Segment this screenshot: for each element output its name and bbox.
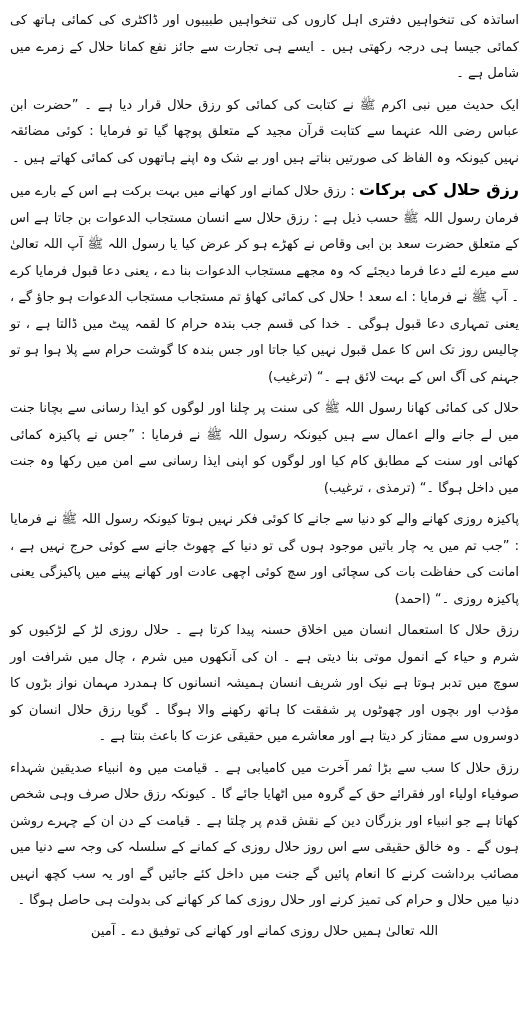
paragraph-income-types: اساتذہ کی تنخواہیں دفتری اہل کاروں کی تنخواہیں طبیبوں اور ڈاکٹری کی کمائی ہاتھ کی کمائی جیسا ہی درجہ رکھتی ہیں ۔ ایسے ہی تجارت سے جائز نفع کمانا حلال کے زمرے میں شامل ہے ۔ xyxy=(10,13,519,81)
paragraph-hereafter: رزق حلال کا سب سے بڑا ثمر آخرت میں کامیابی ہے ۔ قیامت میں وہ انبیاء صدیقین شہداء صوفیاء اولیاء اور فقرائے حق کے گروہ میں اٹھایا جائے گا ۔ کیونکہ رزق حلال صرف وہی شخص کھاتا ہے جو انبیاء اور بزرگان دین کے نقش قدم پر چلتا ہے ۔ قیامت کے دن ان کے چہرے روشن ہوں گے ۔ وہ خالق حقیقی سے اس روز حلال روزی کے کمانے کے سلسلہ کی وجہ سے دنیا میں مصائب برداشت کرنے کا انعام پائیں گے جنت میں داخل کئے جائیں گے اور یہ سب کچھ انہیں دنیا میں حلال و حرام کی تمیز کرنے اور حلال روزی کما کر کھانے کی بدولت ہی حاصل ہوگا ۔ xyxy=(10,760,519,908)
paragraph-morals: رزق حلال کا استعمال انسان میں اخلاق حسنہ پیدا کرتا ہے ۔ حلال روزی لڑ کے لڑکیوں کو شرم و حیاء کے انمول موتی بنا دیتی ہے ۔ ان کی آنکھوں میں شرم ، چال میں شرافت اور سوچ میں تدبر ہوتا ہے نیک اور شریف انسان ہمیشہ انسانوں کا ہمدرد مہمان نواز بڑوں کا مؤدب اور بچوں اور چھوٹوں پر شفقت کا ہاتھ رکھنے والا ہوگا ۔ گویا رزق حلال انسان کو دوسروں سے ممتاز کر دیتا ہے اور معاشرے میں حقیقی عزت کا باعث بنتا ہے ۔ xyxy=(10,623,519,744)
paragraph-sunnah: حلال کی کمائی کھانا رسول اللہ ﷺ کی سنت پر چلنا اور لوگوں کو ایذا رسانی سے بچانا جنت میں لے جانے والے اعمال سے ہیں کیونکہ رسول اللہ ﷺ نے فرمایا : ”جس نے پاکیزہ کمائی کھائی اور سنت کے مطابق کام کیا اور لوگوں کو اپنی ایذا رسانی سے امن میں رکھا وہ جنت میں داخل ہوگا ۔“ (ترمذی ، ترغیب) xyxy=(10,401,519,496)
blessings-continuation: مستجاب الدعوات ہو جاؤ گے ، یعنی تمہاری دعا قبول ہوگی ۔ خدا کی قسم جب بندہ حرام کا لقمہ پیٹ میں ڈالتا ہے ، تو چالیس روز تک اس کا عمل قبول نہیں کیا جاتا اور جس بندہ کا گوشت حرام سے پلا ہوا ہو تو جہنم کی آگ اس کے بہت لائق ہے ۔“ (ترغیب) xyxy=(10,290,519,385)
closing-prayer: اللہ تعالیٰ ہمیں حلال روزی کمانے اور کھانے کی توفیق دے ۔ آمین xyxy=(90,923,439,939)
section-heading-blessings: رزق حلال کی برکات xyxy=(358,180,520,199)
paragraph-hadith-writing: ایک حدیث میں نبی اکرم ﷺ نے کتابت کی کمائی کو رزق حلال قرار دیا ہے ۔ ”حضرت ابن عباس رضی اللہ عنہما سے کتابت قرآن مجید کے متعلق پوچھا گیا تو فرمایا : کوئی مضائقہ نہیں کیونکہ وہ الفاظ کی صورتیں بناتے ہیں اور بے شک وہ اپنے ہاتھوں کی کمائی کھاتے ہیں ۔ xyxy=(10,97,519,166)
paragraph-pure-sustenance: پاکیزہ روزی کھانے والے کو دنیا سے جانے کا کوئی فکر نہیں ہوتا کیونکہ رسول اللہ ﷺ نے فرمایا : ”جب تم میں یہ چار باتیں موجود ہوں گی تو دنیا کے چھوٹ جانے سے کوئی حرج نہیں ہے ، امانت کی حفاظت بات کی سچائی اور سچ کوئی اچھی عادت اور کھانے پینے میں پاکیزگی یعنی پاکیزہ روزی ۔“ (احمد) xyxy=(10,512,519,607)
paragraph-blessings xyxy=(10,177,519,391)
blessings-text: : رزق حلال کمانے اور کھانے میں بہت برکت ہے اس کے بارے میں فرمان رسول اللہ ﷺ حسب ذیل ہے : رزق حلال سے انسان مستجاب الدعوات بن جاتا ہے اس کے متعلق حضرت سعد بن ابی وقاص نے کھڑے ہو کر عرض کیا یا رسول اللہ ﷺ آپ اللہ تعالیٰ سے میرے لئے دعا فرما دیجئے کہ وہ مجھے مستجاب الدعوات بنا دے ، یعنی دعا قبول فرمایا کرے ۔ آپ ﷺ نے فرمایا : اے سعد ! حلال کی کمائی کھاؤ تم مستجاب xyxy=(10,184,519,305)
